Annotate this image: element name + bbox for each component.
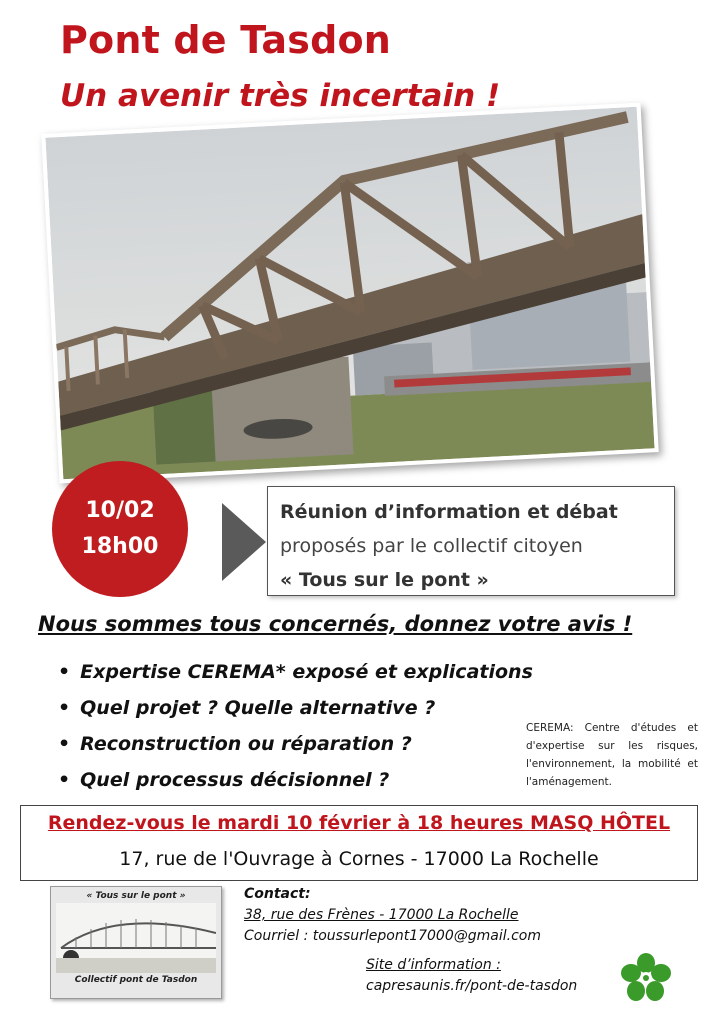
event-info-box <box>267 486 675 596</box>
flower-icon <box>620 952 672 1002</box>
topic-item: • Reconstruction ou réparation ? <box>58 726 533 762</box>
contact-address: 38, rue des Frènes - 17000 La Rochelle <box>244 907 519 923</box>
collective-logo <box>50 886 222 999</box>
event-info-line3: « Tous sur le pont » <box>280 569 489 591</box>
site-block <box>366 955 577 997</box>
poster-title: Pont de Tasdon <box>60 18 392 62</box>
rendezvous-address: 17, rue de l'Ouvrage à Cornes - 17000 La Rochelle <box>119 848 599 870</box>
event-info-line2: proposés par le collectif citoyen <box>280 535 583 557</box>
site-url[interactable]: capresaunis.fr/pont-de-tasdon <box>366 978 578 994</box>
site-heading: Site d’information : <box>366 957 501 973</box>
contact-email[interactable]: Courriel : toussurlepont17000@gmail.com <box>244 928 541 944</box>
event-info-line1: Réunion d’information et débat <box>280 501 618 523</box>
rendezvous-text: Rendez-vous le mardi 10 février à 18 heures MASQ HÔTEL <box>47 812 671 834</box>
event-time: 18h00 <box>81 534 159 559</box>
logo-top-text: « Tous sur le pont » <box>86 891 186 901</box>
topic-item: • Quel projet ? Quelle alternative ? <box>58 690 533 726</box>
bridge-photo <box>41 103 658 484</box>
bridge-sketch-logo <box>56 903 216 973</box>
logo-bottom-text: Collectif pont de Tasdon <box>74 975 198 985</box>
play-arrow-icon <box>222 503 266 581</box>
contact-block <box>244 884 541 947</box>
topic-item: • Quel processus décisionnel ? <box>58 762 533 798</box>
event-date-badge <box>52 461 188 597</box>
event-date: 10/02 <box>85 498 155 523</box>
call-to-action: Nous sommes tous concernés, donnez votre avis ! <box>38 612 633 636</box>
cerema-footnote: CEREMA: Centre d'études et d'expertise sur les risques, l'environnement, la mobilité et l'aménagement. <box>526 722 698 788</box>
topic-item: • Expertise CEREMA* exposé et explications <box>58 654 533 690</box>
poster-subtitle: Un avenir très incertain ! <box>60 78 501 114</box>
rendezvous-box <box>20 805 698 881</box>
topics-list <box>58 654 533 798</box>
rendezvous-line1 <box>21 812 697 834</box>
contact-heading: Contact: <box>244 886 311 902</box>
